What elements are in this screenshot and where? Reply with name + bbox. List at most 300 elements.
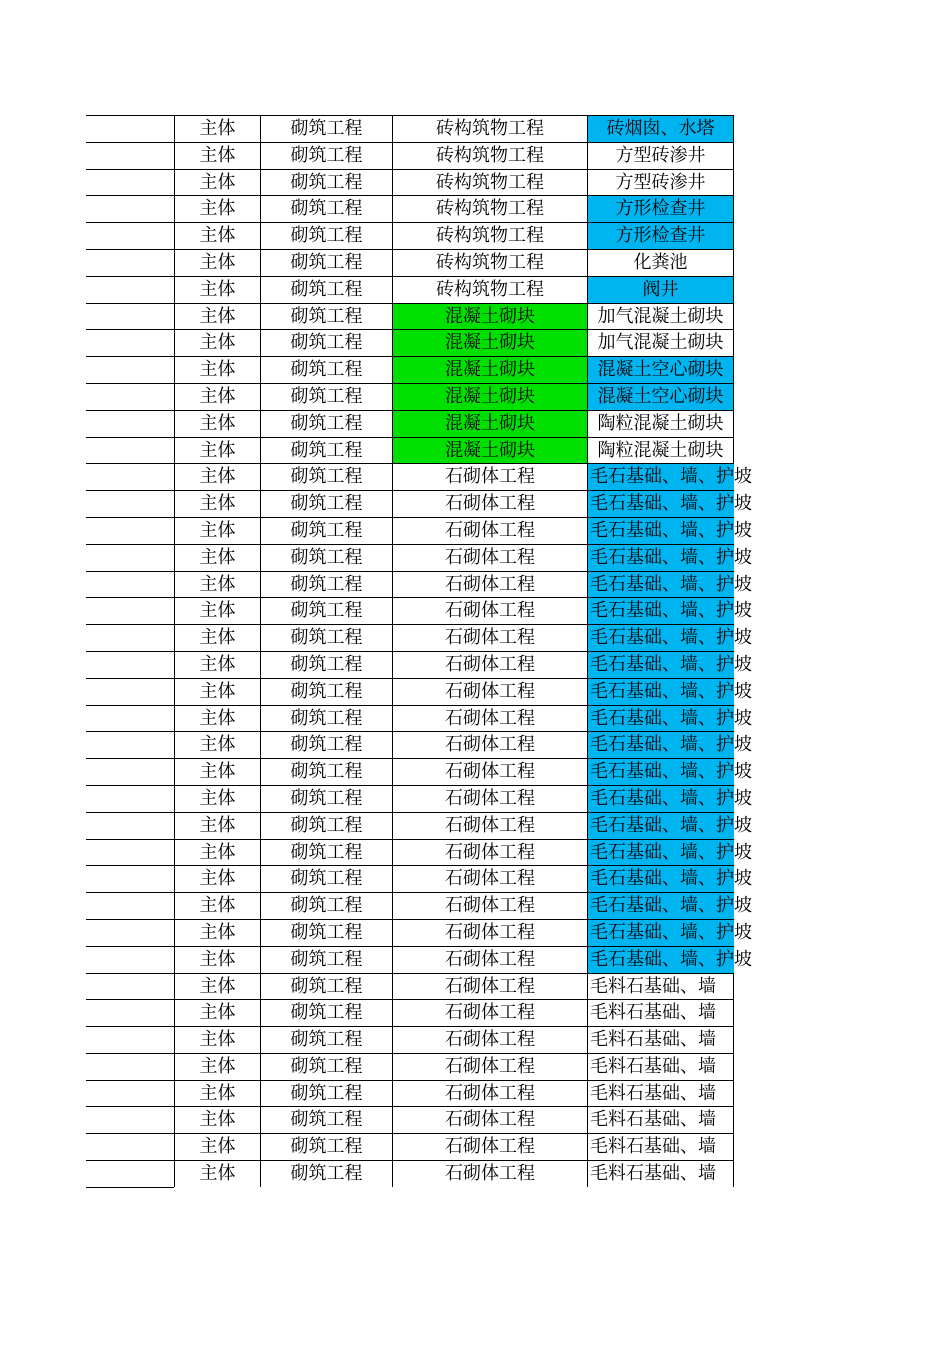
cell-col-a[interactable]: [86, 973, 174, 1000]
cell-col-e[interactable]: [587, 758, 752, 785]
cell-col-c[interactable]: [260, 490, 392, 517]
cell-col-d[interactable]: [392, 115, 587, 142]
cell-col-e[interactable]: [587, 544, 752, 571]
cell-col-e[interactable]: [587, 410, 734, 437]
cell-col-e[interactable]: [587, 115, 734, 142]
cell-col-d[interactable]: [392, 999, 587, 1026]
cell-text: 砌筑工程: [290, 868, 363, 890]
cell-col-b[interactable]: [174, 169, 260, 196]
cell-col-e[interactable]: [587, 1053, 734, 1080]
cell-text: 主体: [199, 680, 236, 702]
cell-col-d[interactable]: [392, 463, 587, 490]
cell-col-c[interactable]: [260, 758, 392, 785]
cell-col-b[interactable]: [174, 705, 260, 732]
cell-col-b[interactable]: [174, 999, 260, 1026]
cell-col-e[interactable]: [587, 1160, 734, 1187]
cell-text: 主体: [199, 707, 236, 729]
cell-col-d[interactable]: [392, 1160, 587, 1187]
cell-col-d[interactable]: [392, 544, 587, 571]
cell-col-e[interactable]: [587, 705, 752, 732]
cell-col-c[interactable]: [260, 812, 392, 839]
cell-col-e[interactable]: [587, 999, 734, 1026]
cell-text: 方形检查井: [615, 225, 706, 247]
cell-text: 毛石基础、墙、护坡: [590, 707, 752, 729]
cell-col-b[interactable]: [174, 1160, 260, 1187]
cell-text: 石砌体工程: [445, 653, 535, 675]
cell-text: 砌筑工程: [290, 519, 363, 541]
table-row: [86, 919, 752, 946]
cell-col-d[interactable]: [392, 1133, 587, 1160]
cell-text: 石砌体工程: [445, 1082, 535, 1104]
cell-col-b[interactable]: [174, 463, 260, 490]
cell-col-a[interactable]: [86, 303, 174, 330]
cell-col-d[interactable]: [392, 1053, 587, 1080]
cell-text: 砌筑工程: [290, 627, 363, 649]
cell-text: 砌筑工程: [290, 600, 363, 622]
cell-col-c[interactable]: [260, 410, 392, 437]
cell-text: 主体: [199, 278, 236, 300]
table-row: [86, 1160, 734, 1187]
cell-text: 毛石基础、墙、护坡: [590, 680, 752, 702]
cell-col-d[interactable]: [392, 276, 587, 303]
cell-col-b[interactable]: [174, 276, 260, 303]
cell-text: 毛料石基础、墙: [590, 1002, 716, 1024]
cell-col-b[interactable]: [174, 919, 260, 946]
cell-col-d[interactable]: [392, 142, 587, 169]
cell-text: 混凝土空心砌块: [597, 359, 724, 381]
cell-col-a[interactable]: [86, 329, 174, 356]
cell-col-b[interactable]: [174, 651, 260, 678]
cell-text: 砌筑工程: [290, 225, 363, 247]
cell-col-e[interactable]: [587, 812, 752, 839]
cell-col-c[interactable]: [260, 1053, 392, 1080]
cell-col-a[interactable]: [86, 410, 174, 437]
cell-col-d[interactable]: [392, 437, 587, 464]
cell-text: 石砌体工程: [445, 1002, 535, 1024]
cell-col-e[interactable]: [587, 383, 734, 410]
cell-col-d[interactable]: [392, 490, 587, 517]
cell-col-e[interactable]: [587, 169, 734, 196]
cell-col-e[interactable]: [587, 222, 734, 249]
cell-col-d[interactable]: [392, 249, 587, 276]
cell-col-e[interactable]: [587, 865, 752, 892]
cell-col-a[interactable]: [86, 517, 174, 544]
cell-text: 砌筑工程: [290, 921, 363, 943]
cell-text: 主体: [199, 895, 236, 917]
cell-col-d[interactable]: [392, 812, 587, 839]
cell-col-d[interactable]: [392, 946, 587, 973]
cell-col-b[interactable]: [174, 624, 260, 651]
cell-text: 砌筑工程: [290, 1136, 363, 1158]
cell-col-c[interactable]: [260, 222, 392, 249]
cell-col-c[interactable]: [260, 544, 392, 571]
cell-col-a[interactable]: [86, 169, 174, 196]
cell-col-c[interactable]: [260, 195, 392, 222]
cell-col-a[interactable]: [86, 597, 174, 624]
cell-col-b[interactable]: [174, 597, 260, 624]
cell-col-b[interactable]: [174, 115, 260, 142]
cell-text: 砌筑工程: [290, 546, 363, 568]
cell-col-a[interactable]: [86, 839, 174, 866]
table-row: [86, 410, 734, 437]
cell-col-c[interactable]: [260, 946, 392, 973]
cell-text: 砌筑工程: [290, 305, 363, 327]
cell-col-e[interactable]: [587, 785, 752, 812]
cell-col-d[interactable]: [392, 222, 587, 249]
cell-text: 砌筑工程: [290, 1082, 363, 1104]
cell-col-d[interactable]: [392, 624, 587, 651]
cell-col-c[interactable]: [260, 1106, 392, 1133]
cell-col-e[interactable]: [587, 329, 734, 356]
cell-col-a[interactable]: [86, 463, 174, 490]
cell-text: 主体: [199, 734, 236, 756]
cell-col-a[interactable]: [86, 731, 174, 758]
cell-text: 主体: [199, 921, 236, 943]
table-row: [86, 1080, 734, 1107]
cell-col-a[interactable]: [86, 1160, 174, 1187]
cell-col-c[interactable]: [260, 249, 392, 276]
cell-col-d[interactable]: [392, 356, 587, 383]
cell-col-a[interactable]: [86, 383, 174, 410]
cell-text: 砌筑工程: [290, 118, 363, 139]
cell-text: 砖构筑物工程: [436, 225, 544, 247]
cell-col-c[interactable]: [260, 571, 392, 598]
cell-col-d[interactable]: [392, 1080, 587, 1107]
cell-col-a[interactable]: [86, 356, 174, 383]
cell-col-a[interactable]: [86, 276, 174, 303]
cell-text: 砌筑工程: [290, 332, 363, 354]
cell-col-d[interactable]: [392, 303, 587, 330]
cell-col-a[interactable]: [86, 1026, 174, 1053]
cell-col-b[interactable]: [174, 946, 260, 973]
cell-col-b[interactable]: [174, 785, 260, 812]
cell-text: 石砌体工程: [445, 573, 535, 595]
cell-col-c[interactable]: [260, 356, 392, 383]
cell-col-b[interactable]: [174, 383, 260, 410]
cell-text: 砖构筑物工程: [436, 278, 544, 300]
cell-text: 主体: [199, 627, 236, 649]
cell-col-c[interactable]: [260, 999, 392, 1026]
cell-text: 砖构筑物工程: [436, 198, 544, 220]
cell-text: 石砌体工程: [445, 921, 535, 943]
cell-text: 石砌体工程: [445, 895, 535, 917]
cell-col-a[interactable]: [86, 785, 174, 812]
cell-col-e[interactable]: [587, 731, 752, 758]
cell-col-d[interactable]: [392, 195, 587, 222]
cell-col-c[interactable]: [260, 731, 392, 758]
cell-text: 毛料石基础、墙: [590, 1109, 716, 1131]
cell-col-c[interactable]: [260, 839, 392, 866]
cell-col-a[interactable]: [86, 1106, 174, 1133]
cell-col-b[interactable]: [174, 678, 260, 705]
cell-text: 毛石基础、墙、护坡: [590, 734, 752, 756]
cell-col-a[interactable]: [86, 705, 174, 732]
cell-col-c[interactable]: [260, 169, 392, 196]
cell-col-c[interactable]: [260, 705, 392, 732]
table-row: [86, 463, 752, 490]
cell-col-c[interactable]: [260, 651, 392, 678]
cell-col-a[interactable]: [86, 195, 174, 222]
cell-col-c[interactable]: [260, 1133, 392, 1160]
cell-col-e[interactable]: [587, 356, 734, 383]
table-row: [86, 142, 734, 169]
cell-text: 砌筑工程: [290, 466, 363, 488]
cell-col-d[interactable]: [392, 410, 587, 437]
cell-col-c[interactable]: [260, 303, 392, 330]
cell-col-b[interactable]: [174, 865, 260, 892]
cell-col-a[interactable]: [86, 919, 174, 946]
cell-col-b[interactable]: [174, 356, 260, 383]
cell-col-e[interactable]: [587, 142, 734, 169]
cell-col-c[interactable]: [260, 115, 392, 142]
cell-col-d[interactable]: [392, 651, 587, 678]
cell-text: 砌筑工程: [290, 975, 363, 997]
cell-col-b[interactable]: [174, 517, 260, 544]
cell-col-b[interactable]: [174, 758, 260, 785]
cell-text: 主体: [199, 600, 236, 622]
cell-text: 砌筑工程: [290, 493, 363, 515]
cell-col-a[interactable]: [86, 142, 174, 169]
cell-text: 石砌体工程: [445, 680, 535, 702]
cell-col-d[interactable]: [392, 169, 587, 196]
cell-col-b[interactable]: [174, 1053, 260, 1080]
cell-col-d[interactable]: [392, 705, 587, 732]
cell-col-e[interactable]: [587, 463, 752, 490]
cell-col-b[interactable]: [174, 222, 260, 249]
cell-col-b[interactable]: [174, 437, 260, 464]
cell-col-b[interactable]: [174, 812, 260, 839]
cell-col-b[interactable]: [174, 142, 260, 169]
cell-col-e[interactable]: [587, 517, 752, 544]
cell-col-b[interactable]: [174, 1133, 260, 1160]
cell-col-a[interactable]: [86, 222, 174, 249]
cell-col-c[interactable]: [260, 678, 392, 705]
cell-col-e[interactable]: [587, 571, 752, 598]
cell-text: 砖构筑物工程: [436, 144, 544, 166]
cell-text: 毛石基础、墙、护坡: [590, 868, 752, 890]
cell-col-b[interactable]: [174, 839, 260, 866]
cell-col-e[interactable]: [587, 651, 752, 678]
table-row: [86, 839, 752, 866]
cell-col-c[interactable]: [260, 276, 392, 303]
cell-col-b[interactable]: [174, 571, 260, 598]
cell-text: 石砌体工程: [445, 1055, 535, 1077]
cell-col-e[interactable]: [587, 303, 734, 330]
cell-col-d[interactable]: [392, 919, 587, 946]
cell-col-e[interactable]: [587, 490, 752, 517]
table-row: [86, 437, 734, 464]
cell-col-a[interactable]: [86, 1080, 174, 1107]
cell-col-e[interactable]: [587, 1133, 734, 1160]
cell-col-c[interactable]: [260, 785, 392, 812]
cell-text: 毛料石基础、墙: [590, 1163, 716, 1185]
cell-col-c[interactable]: [260, 383, 392, 410]
cell-col-a[interactable]: [86, 1133, 174, 1160]
cell-text: 主体: [199, 1002, 236, 1024]
table-row: [86, 651, 752, 678]
cell-col-b[interactable]: [174, 329, 260, 356]
cell-col-a[interactable]: [86, 115, 174, 142]
cell-col-a[interactable]: [86, 812, 174, 839]
cell-col-a[interactable]: [86, 999, 174, 1026]
cell-col-c[interactable]: [260, 437, 392, 464]
cell-text: 砌筑工程: [290, 278, 363, 300]
cell-col-e[interactable]: [587, 437, 734, 464]
cell-col-d[interactable]: [392, 892, 587, 919]
cell-col-c[interactable]: [260, 597, 392, 624]
cell-col-b[interactable]: [174, 490, 260, 517]
cell-text: 毛石基础、墙、护坡: [590, 787, 752, 809]
cell-col-a[interactable]: [86, 624, 174, 651]
cell-col-e[interactable]: [587, 597, 752, 624]
cell-col-c[interactable]: [260, 1080, 392, 1107]
cell-col-e[interactable]: [587, 1106, 734, 1133]
cell-text: 砌筑工程: [290, 948, 363, 970]
cell-text: 砌筑工程: [290, 761, 363, 783]
cell-col-d[interactable]: [392, 1026, 587, 1053]
cell-col-a[interactable]: [86, 678, 174, 705]
cell-text: 砌筑工程: [290, 171, 363, 193]
cell-col-a[interactable]: [86, 249, 174, 276]
table-row: [86, 276, 734, 303]
cell-text: 陶粒混凝土砌块: [597, 439, 724, 461]
cell-col-e[interactable]: [587, 973, 734, 1000]
cell-text: 毛料石基础、墙: [590, 1136, 716, 1158]
cell-col-e[interactable]: [587, 919, 752, 946]
cell-text: 主体: [199, 1136, 236, 1158]
cell-col-d[interactable]: [392, 597, 587, 624]
cell-text: 加气混凝土砌块: [597, 305, 724, 327]
cell-col-d[interactable]: [392, 758, 587, 785]
cell-col-d[interactable]: [392, 571, 587, 598]
cell-col-c[interactable]: [260, 142, 392, 169]
cell-col-b[interactable]: [174, 195, 260, 222]
table-row: [86, 303, 734, 330]
table-row: [86, 356, 734, 383]
cell-col-e[interactable]: [587, 624, 752, 651]
cell-text: 主体: [199, 975, 236, 997]
cell-col-c[interactable]: [260, 517, 392, 544]
cell-text: 毛石基础、墙、护坡: [590, 653, 752, 675]
cell-col-b[interactable]: [174, 544, 260, 571]
cell-text: 阀井: [642, 278, 679, 300]
cell-text: 主体: [199, 359, 236, 381]
cell-col-a[interactable]: [86, 437, 174, 464]
cell-col-e[interactable]: [587, 1080, 734, 1107]
cell-text: 石砌体工程: [445, 948, 535, 970]
cell-col-e[interactable]: [587, 276, 734, 303]
cell-col-b[interactable]: [174, 303, 260, 330]
cell-col-e[interactable]: [587, 946, 752, 973]
cell-text: 砌筑工程: [290, 251, 363, 273]
cell-col-b[interactable]: [174, 1106, 260, 1133]
cell-col-c[interactable]: [260, 463, 392, 490]
cell-col-a[interactable]: [86, 544, 174, 571]
cell-col-a[interactable]: [86, 571, 174, 598]
cell-col-a[interactable]: [86, 651, 174, 678]
cell-text: 方型砖渗井: [615, 144, 706, 166]
cell-col-a[interactable]: [86, 865, 174, 892]
cell-text: 砌筑工程: [290, 1055, 363, 1077]
cell-text: 混凝土砌块: [445, 359, 535, 381]
cell-col-d[interactable]: [392, 839, 587, 866]
cell-text: 毛石基础、墙、护坡: [590, 814, 752, 836]
table-row: [86, 946, 752, 973]
cell-col-d[interactable]: [392, 731, 587, 758]
cell-col-b[interactable]: [174, 1080, 260, 1107]
cell-col-a[interactable]: [86, 946, 174, 973]
cell-col-c[interactable]: [260, 1026, 392, 1053]
cell-text: 石砌体工程: [445, 761, 535, 783]
cell-text: 主体: [199, 546, 236, 568]
cell-text: 化粪池: [633, 251, 688, 273]
table-row: [86, 785, 752, 812]
cell-col-d[interactable]: [392, 785, 587, 812]
cell-col-c[interactable]: [260, 624, 392, 651]
cell-text: 砖烟囱、水塔: [606, 118, 715, 139]
cell-col-b[interactable]: [174, 1026, 260, 1053]
cell-col-d[interactable]: [392, 383, 587, 410]
cell-text: 砌筑工程: [290, 1109, 363, 1131]
cell-col-c[interactable]: [260, 865, 392, 892]
table-row: [86, 490, 752, 517]
table-row: [86, 624, 752, 651]
cell-col-d[interactable]: [392, 865, 587, 892]
table-row: [86, 517, 752, 544]
cell-col-a[interactable]: [86, 490, 174, 517]
cell-text: 毛石基础、墙、护坡: [590, 895, 752, 917]
cell-text: 混凝土砌块: [445, 385, 535, 407]
cell-col-d[interactable]: [392, 678, 587, 705]
cell-col-b[interactable]: [174, 892, 260, 919]
cell-col-b[interactable]: [174, 410, 260, 437]
cell-col-e[interactable]: [587, 195, 734, 222]
cell-text: 毛石基础、墙、护坡: [590, 921, 752, 943]
cell-col-d[interactable]: [392, 1106, 587, 1133]
cell-col-e[interactable]: [587, 892, 752, 919]
table-row: [86, 1106, 734, 1133]
cell-text: 主体: [199, 814, 236, 836]
cell-col-a[interactable]: [86, 892, 174, 919]
cell-text: 毛料石基础、墙: [590, 1029, 716, 1051]
table-row: [86, 731, 752, 758]
cell-col-b[interactable]: [174, 249, 260, 276]
cell-col-e[interactable]: [587, 839, 752, 866]
cell-col-c[interactable]: [260, 329, 392, 356]
cell-text: 主体: [199, 519, 236, 541]
cell-col-c[interactable]: [260, 919, 392, 946]
cell-text: 主体: [199, 787, 236, 809]
cell-text: 主体: [199, 171, 236, 193]
cell-text: 主体: [199, 466, 236, 488]
cell-col-c[interactable]: [260, 1160, 392, 1187]
cell-col-b[interactable]: [174, 973, 260, 1000]
cell-col-a[interactable]: [86, 1053, 174, 1080]
cell-col-d[interactable]: [392, 329, 587, 356]
cell-col-d[interactable]: [392, 517, 587, 544]
cell-col-c[interactable]: [260, 973, 392, 1000]
cell-col-c[interactable]: [260, 892, 392, 919]
cell-col-d[interactable]: [392, 973, 587, 1000]
cell-text: 石砌体工程: [445, 868, 535, 890]
cell-col-e[interactable]: [587, 1026, 734, 1053]
cell-col-a[interactable]: [86, 758, 174, 785]
cell-col-b[interactable]: [174, 731, 260, 758]
cell-col-e[interactable]: [587, 249, 734, 276]
cell-text: 砌筑工程: [290, 814, 363, 836]
cell-col-e[interactable]: [587, 678, 752, 705]
cell-text: 石砌体工程: [445, 1109, 535, 1131]
